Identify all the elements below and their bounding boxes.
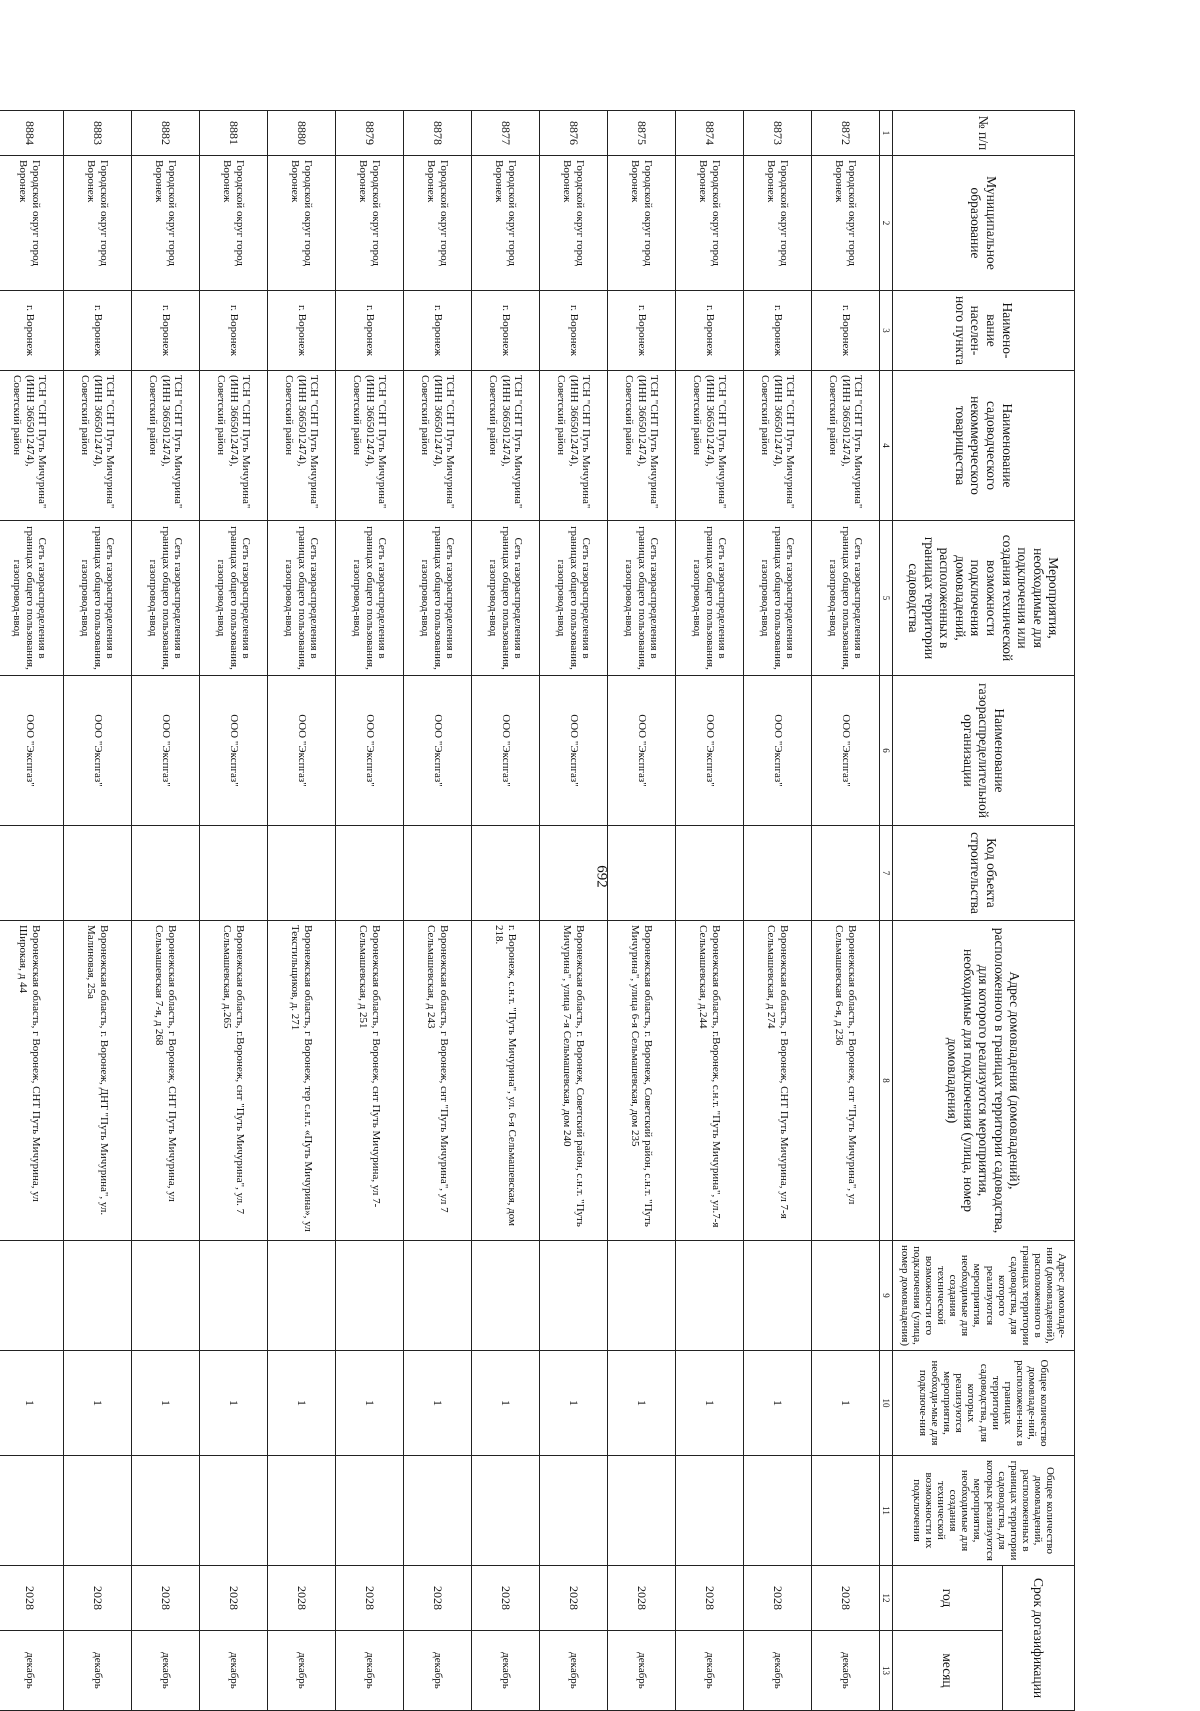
gas-org-cell: ООО "Экспгаз" [540, 676, 608, 826]
snt-name-cell: ТСН "СНТ Путь Мичурина" (ИНН 3665012474), Советский район [0, 371, 64, 521]
month-cell: декабрь [744, 1631, 812, 1711]
municipality-cell: Городской округ город Воронеж [608, 156, 676, 291]
settlement-cell: г. Воронеж [676, 291, 744, 371]
gasification-table [0, 110, 1075, 1711]
snt-name-cell: ТСН "СНТ Путь Мичурина" (ИНН 3665012474), Советский район [812, 371, 880, 521]
count-connect-cell: 1 [812, 1351, 880, 1456]
count-tech-cell [336, 1456, 404, 1566]
count-connect-cell: 1 [608, 1351, 676, 1456]
header-year: год [893, 1566, 1003, 1631]
count-tech-cell [608, 1456, 676, 1566]
count-connect-cell: 1 [200, 1351, 268, 1456]
header-object-code: Код объекта строительства [893, 826, 1075, 921]
count-connect-cell: 1 [540, 1351, 608, 1456]
row-number: 8884 [0, 111, 64, 156]
object-code-cell [608, 826, 676, 921]
col-number: 6 [880, 676, 893, 826]
object-code-cell [132, 826, 200, 921]
count-tech-cell [404, 1456, 472, 1566]
settlement-cell: г. Воронеж [540, 291, 608, 371]
row-number: 8874 [676, 111, 744, 156]
row-number: 8873 [744, 111, 812, 156]
row-number: 8872 [812, 111, 880, 156]
snt-name-cell: ТСН "СНТ Путь Мичурина" (ИНН 3665012474), Советский район [132, 371, 200, 521]
address-tech-cell [336, 1241, 404, 1351]
municipality-cell: Городской округ город Воронеж [64, 156, 132, 291]
gas-org-cell: ООО "Экспгаз" [132, 676, 200, 826]
year-cell: 2028 [404, 1566, 472, 1631]
header-gas-org: Наименование газораспределительной организации [893, 676, 1075, 826]
address-cell: Воронежская область, г Воронеж, тер с.н.т. «Путь Мичурина», ул Текстильщиков, д. 271 [268, 921, 336, 1241]
settlement-cell: г. Воронеж [336, 291, 404, 371]
header-settlement: Наимено-вание населен-ного пункта [893, 291, 1075, 371]
page-number: 692 [593, 865, 610, 888]
object-code-cell [0, 826, 64, 921]
measures-cell: Сеть газораспределения в границах общего пользования, газопровод-ввод [676, 521, 744, 676]
object-code-cell [540, 826, 608, 921]
settlement-cell: г. Воронеж [0, 291, 64, 371]
address-tech-cell [132, 1241, 200, 1351]
month-cell: декабрь [132, 1631, 200, 1711]
address-tech-cell [540, 1241, 608, 1351]
gas-org-cell: ООО "Экспгаз" [268, 676, 336, 826]
snt-name-cell: ТСН "СНТ Путь Мичурина" (ИНН 3665012474), Советский район [472, 371, 540, 521]
month-cell: декабрь [540, 1631, 608, 1711]
settlement-cell: г. Воронеж [812, 291, 880, 371]
col-number: 12 [880, 1566, 893, 1631]
month-cell: декабрь [200, 1631, 268, 1711]
municipality-cell: Городской округ город Воронеж [812, 156, 880, 291]
gas-org-cell: ООО "Экспгаз" [336, 676, 404, 826]
gas-org-cell: ООО "Экспгаз" [608, 676, 676, 826]
address-tech-cell [404, 1241, 472, 1351]
header-measures: Мероприятия, необходимые для подключения или создания технической возможности подключения домовладений, расположенных в границах территории садоводства [893, 521, 1075, 676]
row-number: 8883 [64, 111, 132, 156]
year-cell: 2028 [472, 1566, 540, 1631]
settlement-cell: г. Воронеж [64, 291, 132, 371]
gas-org-cell: ООО "Экспгаз" [472, 676, 540, 826]
row-number: 8880 [268, 111, 336, 156]
measures-cell: Сеть газораспределения в границах общего пользования, газопровод-ввод [64, 521, 132, 676]
row-number: 8878 [404, 111, 472, 156]
month-cell: декабрь [472, 1631, 540, 1711]
address-cell: Воронежская область, г. Воронеж, Советский район, с.н.т. "Путь Мичурина", улица 7-я Сельмашевская, дом 240 [540, 921, 608, 1241]
header-snt-name: Наименование садоводческого некоммерческого товарищества [893, 371, 1075, 521]
count-tech-cell [472, 1456, 540, 1566]
month-cell: декабрь [0, 1631, 64, 1711]
count-connect-cell: 1 [744, 1351, 812, 1456]
address-cell: Воронежская область, г Воронеж, снт Путь Мичурина, ул 7-Сельмашевская, д 251 [336, 921, 404, 1241]
row-number: 8877 [472, 111, 540, 156]
count-connect-cell: 1 [64, 1351, 132, 1456]
snt-name-cell: ТСН "СНТ Путь Мичурина" (ИНН 3665012474), Советский район [744, 371, 812, 521]
municipality-cell: Городской округ город Воронеж [132, 156, 200, 291]
municipality-cell: Городской округ город Воронеж [200, 156, 268, 291]
table-row [472, 111, 540, 1711]
address-cell: г. Воронеж, с.н.т. "Путь Мичурина", ул. 6-я Сельмашевская, дом 218. [472, 921, 540, 1241]
municipality-cell: Городской округ город Воронеж [472, 156, 540, 291]
year-cell: 2028 [540, 1566, 608, 1631]
month-cell: декабрь [64, 1631, 132, 1711]
table-row [744, 111, 812, 1711]
table-row [132, 111, 200, 1711]
table-row [404, 111, 472, 1711]
measures-cell: Сеть газораспределения в границах общего пользования, газопровод-ввод [404, 521, 472, 676]
municipality-cell: Городской округ город Воронеж [336, 156, 404, 291]
table-row [676, 111, 744, 1711]
snt-name-cell: ТСН "СНТ Путь Мичурина" (ИНН 3665012474), Советский район [64, 371, 132, 521]
table-row [336, 111, 404, 1711]
object-code-cell [744, 826, 812, 921]
count-tech-cell [0, 1456, 64, 1566]
year-cell: 2028 [132, 1566, 200, 1631]
table-row [64, 111, 132, 1711]
row-number: 8881 [200, 111, 268, 156]
measures-cell: Сеть газораспределения в границах общего пользования, газопровод-ввод [200, 521, 268, 676]
count-connect-cell: 1 [268, 1351, 336, 1456]
year-cell: 2028 [0, 1566, 64, 1631]
measures-cell: Сеть газораспределения в границах общего пользования, газопровод-ввод [540, 521, 608, 676]
municipality-cell: Городской округ город Воронеж [540, 156, 608, 291]
count-tech-cell [812, 1456, 880, 1566]
col-number: 3 [880, 291, 893, 371]
count-connect-cell: 1 [404, 1351, 472, 1456]
measures-cell: Сеть газораспределения в границах общего пользования, газопровод-ввод [0, 521, 64, 676]
col-number: 10 [880, 1351, 893, 1456]
address-tech-cell [812, 1241, 880, 1351]
address-cell: Воронежская область, г Воронеж, СНТ Путь Мичурина, ул 7-я Сельмашевская, д 274 [744, 921, 812, 1241]
header-count-connect: Общее количество домовладе-ний, расположен-ных в границах территории садоводства, для которых реализуются мероприятия, необходи-мые для подключе-ния [893, 1351, 1075, 1456]
col-number: 5 [880, 521, 893, 676]
settlement-cell: г. Воронеж [608, 291, 676, 371]
object-code-cell [336, 826, 404, 921]
measures-cell: Сеть газораспределения в границах общего пользования, газопровод-ввод [744, 521, 812, 676]
month-cell: декабрь [608, 1631, 676, 1711]
snt-name-cell: ТСН "СНТ Путь Мичурина" (ИНН 3665012474), Советский район [404, 371, 472, 521]
snt-name-cell: ТСН "СНТ Путь Мичурина" (ИНН 3665012474), Советский район [608, 371, 676, 521]
address-cell: Воронежская область, г.Воронеж, с.н.т. "Путь Мичурина", ул.7-я Сельмашевская, д.244 [676, 921, 744, 1241]
object-code-cell [64, 826, 132, 921]
count-connect-cell: 1 [472, 1351, 540, 1456]
month-cell: декабрь [676, 1631, 744, 1711]
object-code-cell [676, 826, 744, 921]
row-number: 8879 [336, 111, 404, 156]
gas-org-cell: ООО "Экспгаз" [404, 676, 472, 826]
object-code-cell [404, 826, 472, 921]
address-cell: Воронежская область, г Воронеж, СНТ Путь Мичурина, ул Широкая, д 44 [0, 921, 64, 1241]
address-tech-cell [676, 1241, 744, 1351]
address-tech-cell [472, 1241, 540, 1351]
header-deadline: Срок догазификации [1003, 1566, 1075, 1711]
col-number: 7 [880, 826, 893, 921]
year-cell: 2028 [268, 1566, 336, 1631]
header-row-1 [1003, 111, 1075, 1711]
month-cell: декабрь [336, 1631, 404, 1711]
header-address-connect: Адрес домовладения (домовладений), расположенного в границах территории садоводства, для которого реализуются мероприятия, необходимые для подключения (улица, номер домовладения) [893, 921, 1075, 1241]
table-row [200, 111, 268, 1711]
measures-cell: Сеть газораспределения в границах общего пользования, газопровод-ввод [132, 521, 200, 676]
address-tech-cell [608, 1241, 676, 1351]
object-code-cell [812, 826, 880, 921]
settlement-cell: г. Воронеж [404, 291, 472, 371]
table-row [812, 111, 880, 1711]
snt-name-cell: ТСН "СНТ Путь Мичурина" (ИНН 3665012474), Советский район [268, 371, 336, 521]
snt-name-cell: ТСН "СНТ Путь Мичурина" (ИНН 3665012474), Советский район [540, 371, 608, 521]
address-cell: Воронежская область, г. Воронеж, ДНТ "Путь Мичурина", ул. Малиновая, 25а [64, 921, 132, 1241]
year-cell: 2028 [200, 1566, 268, 1631]
count-tech-cell [540, 1456, 608, 1566]
municipality-cell: Городской округ город Воронеж [676, 156, 744, 291]
count-tech-cell [132, 1456, 200, 1566]
measures-cell: Сеть газораспределения в границах общего пользования, газопровод-ввод [472, 521, 540, 676]
year-cell: 2028 [608, 1566, 676, 1631]
header-municipality: Муниципальное образование [893, 156, 1075, 291]
col-number: 11 [880, 1456, 893, 1566]
object-code-cell [472, 826, 540, 921]
col-number: 8 [880, 921, 893, 1241]
settlement-cell: г. Воронеж [744, 291, 812, 371]
table-row [608, 111, 676, 1711]
row-number: 8882 [132, 111, 200, 156]
count-connect-cell: 1 [132, 1351, 200, 1456]
municipality-cell: Городской округ город Воронеж [268, 156, 336, 291]
gasification-table-sheet [0, 110, 1075, 1710]
municipality-cell: Городской округ город Воронеж [0, 156, 64, 291]
year-cell: 2028 [744, 1566, 812, 1631]
count-tech-cell [744, 1456, 812, 1566]
table-row [540, 111, 608, 1711]
table-row [268, 111, 336, 1711]
settlement-cell: г. Воронеж [132, 291, 200, 371]
address-tech-cell [744, 1241, 812, 1351]
measures-cell: Сеть газораспределения в границах общего пользования, газопровод-ввод [336, 521, 404, 676]
count-tech-cell [268, 1456, 336, 1566]
month-cell: декабрь [268, 1631, 336, 1711]
month-cell: декабрь [812, 1631, 880, 1711]
count-connect-cell: 1 [0, 1351, 64, 1456]
address-tech-cell [268, 1241, 336, 1351]
snt-name-cell: ТСН "СНТ Путь Мичурина" (ИНН 3665012474), Советский район [200, 371, 268, 521]
header-num: № п/п [893, 111, 1075, 156]
settlement-cell: г. Воронеж [268, 291, 336, 371]
count-connect-cell: 1 [336, 1351, 404, 1456]
measures-cell: Сеть газораспределения в границах общего пользования, газопровод-ввод [608, 521, 676, 676]
address-cell: Воронежская область, г.Воронеж, снт "Путь Мичурина", ул. 7 Сельмашевская, д.265 [200, 921, 268, 1241]
address-cell: Воронежская область, г. Воронеж, Советский район, с.н.т. "Путь Мичурина", улица 6-я Сельмашевская, дом 235 [608, 921, 676, 1241]
municipality-cell: Городской округ город Воронеж [404, 156, 472, 291]
settlement-cell: г. Воронеж [472, 291, 540, 371]
address-tech-cell [0, 1241, 64, 1351]
gas-org-cell: ООО "Экспгаз" [812, 676, 880, 826]
col-number: 1 [880, 111, 893, 156]
address-tech-cell [64, 1241, 132, 1351]
col-number: 13 [880, 1631, 893, 1711]
snt-name-cell: ТСН "СНТ Путь Мичурина" (ИНН 3665012474), Советский район [676, 371, 744, 521]
municipality-cell: Городской округ город Воронеж [744, 156, 812, 291]
measures-cell: Сеть газораспределения в границах общего пользования, газопровод-ввод [268, 521, 336, 676]
snt-name-cell: ТСН "СНТ Путь Мичурина" (ИНН 3665012474), Советский район [336, 371, 404, 521]
col-number: 9 [880, 1241, 893, 1351]
measures-cell: Сеть газораспределения в границах общего пользования, газопровод-ввод [812, 521, 880, 676]
month-cell: декабрь [404, 1631, 472, 1711]
object-code-cell [268, 826, 336, 921]
header-count-tech: Общее количество домовладений, расположенных в границах территории садоводства, для которых реализуются мероприятия, необходимые для создания технической возможности их подключения [893, 1456, 1075, 1566]
year-cell: 2028 [336, 1566, 404, 1631]
count-tech-cell [676, 1456, 744, 1566]
col-number: 4 [880, 371, 893, 521]
gas-org-cell: ООО "Экспгаз" [744, 676, 812, 826]
count-tech-cell [200, 1456, 268, 1566]
col-number: 2 [880, 156, 893, 291]
header-month: месяц [893, 1631, 1003, 1711]
gas-org-cell: ООО "Экспгаз" [676, 676, 744, 826]
count-tech-cell [64, 1456, 132, 1566]
address-cell: Воронежская область, г Воронеж, снт "Путь Мичурина", ул 7 Сельмашевская, д 243 [404, 921, 472, 1241]
year-cell: 2028 [64, 1566, 132, 1631]
gas-org-cell: ООО "Экспгаз" [64, 676, 132, 826]
year-cell: 2028 [812, 1566, 880, 1631]
count-connect-cell: 1 [676, 1351, 744, 1456]
table-body [0, 111, 880, 1711]
address-cell: Воронежская область, г Воронеж, СНТ Путь Мичурина, ул Сельмашевская 7-я, д 268 [132, 921, 200, 1241]
row-number: 8875 [608, 111, 676, 156]
settlement-cell: г. Воронеж [200, 291, 268, 371]
address-cell: Воронежская область, г Воронеж, снт "Путь Мичурина", ул Сельмашевская 6-я, д 236 [812, 921, 880, 1241]
gas-org-cell: ООО "Экспгаз" [0, 676, 64, 826]
object-code-cell [200, 826, 268, 921]
row-number: 8876 [540, 111, 608, 156]
column-number-row [880, 111, 893, 1711]
header-address-tech: Адрес домовладе-ния (домовладений), расположенного в границах территории садоводства, для которого реализуются мероприятия, необходимые для создания технической возможности его подключения (улица, номер домовладения) [893, 1241, 1075, 1351]
address-tech-cell [200, 1241, 268, 1351]
gas-org-cell: ООО "Экспгаз" [200, 676, 268, 826]
year-cell: 2028 [676, 1566, 744, 1631]
table-row [0, 111, 64, 1711]
